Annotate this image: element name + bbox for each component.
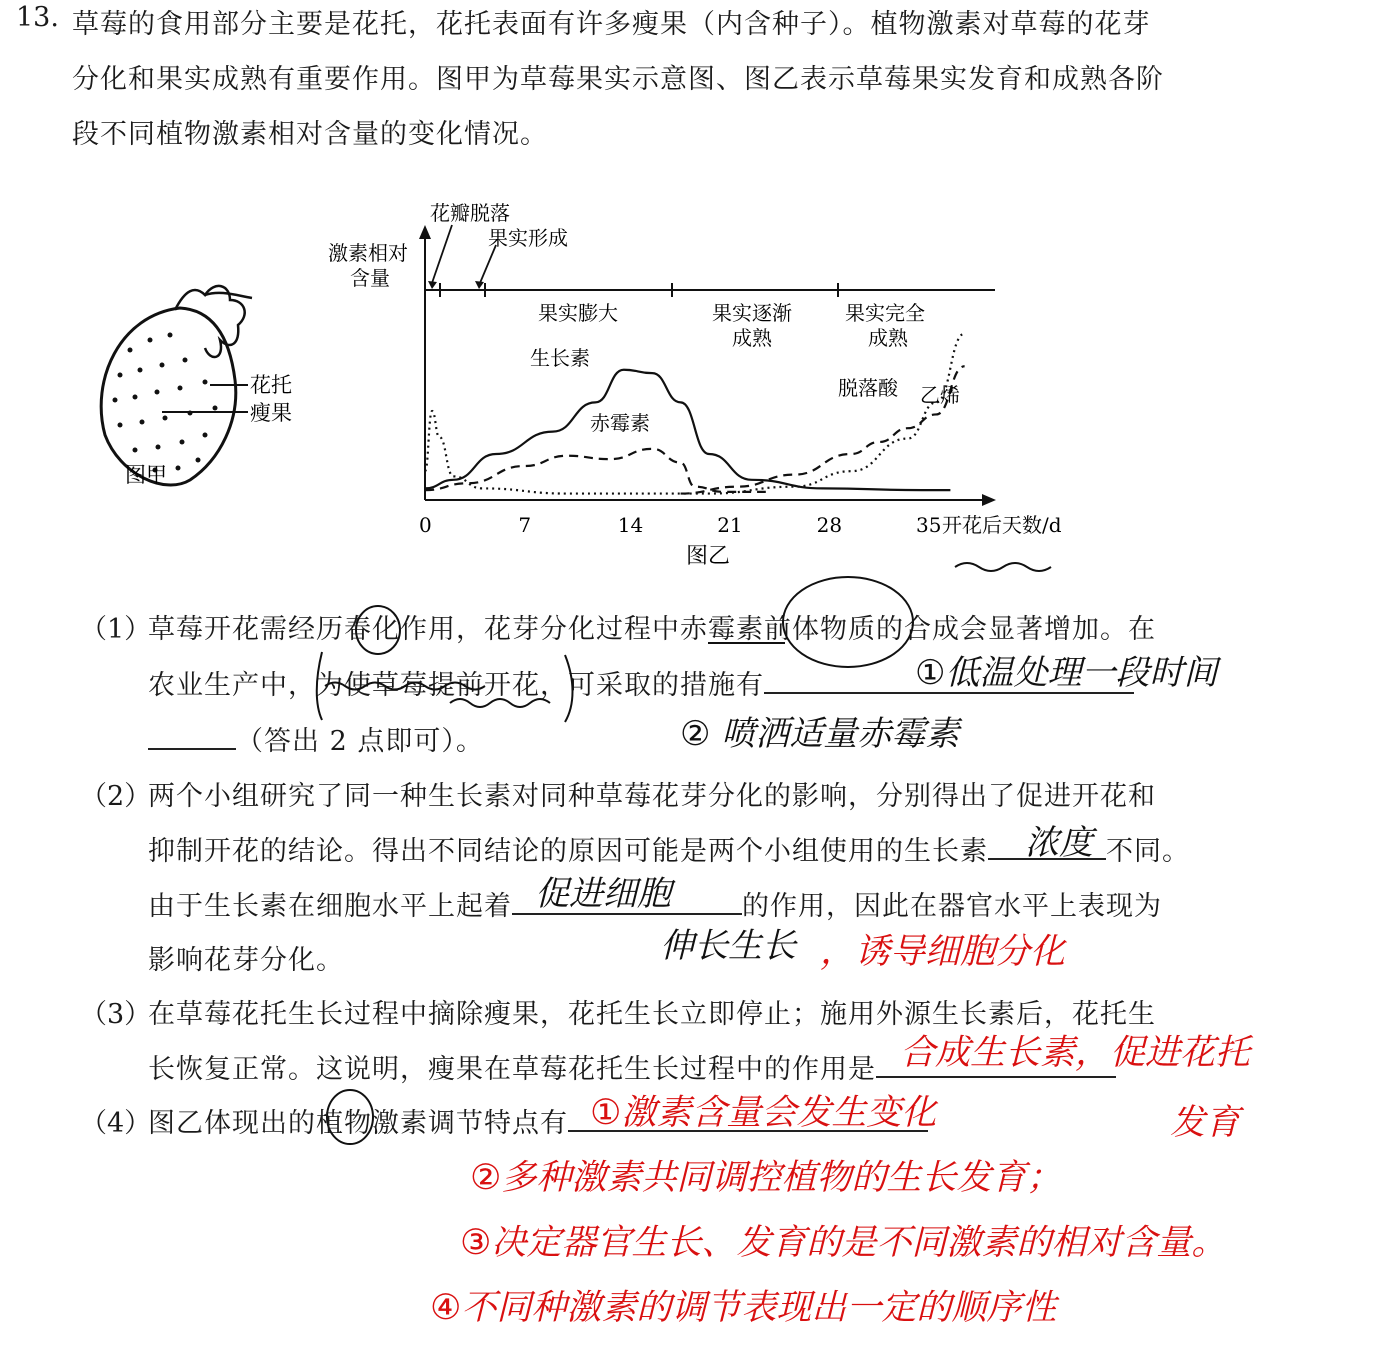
stage-3-label-1: 果实完全 [845, 301, 925, 325]
q2-line-4: 影响花芽分化。 [148, 945, 344, 976]
stem-line-3: 段不同植物激素相对含量的变化情况。 [72, 119, 548, 150]
x-tick-label: 35 [916, 513, 942, 537]
question-number: 13. [16, 2, 59, 33]
x-tick-label: 14 [617, 513, 644, 537]
series-layer [425, 334, 965, 494]
q4-line-1-text: 图乙体现出的植物激素调节特点有 [148, 1108, 568, 1139]
q1-line-3-text: （答出 2 点即可）。 [236, 726, 484, 757]
q2-handwritten-role-2: 伸长生长 [660, 926, 796, 966]
q4-handwritten-answer-2: ②多种激素共同调控植物的生长发育； [470, 1158, 1062, 1198]
q2-line-2a: 抑制开花的结论。得出不同结论的原因可能是两个小组使用的生长素 [148, 836, 988, 867]
q4-handwritten-answer-1: ①激素含量会发生变化 [590, 1093, 937, 1133]
stem-line-2: 分化和果实成熟有重要作用。图甲为草莓果实示意图、图乙表示草莓果实发育和成熟各阶 [72, 64, 1164, 95]
q1-handwritten-answer-2: ② 喷洒适量赤霉素 [680, 714, 960, 754]
q1-line-1: 草莓开花需经历春化作用，花芽分化过程中赤霉素前体物质的合成会显著增加。在 [148, 614, 1156, 645]
q2-line-2b: 不同。 [1106, 836, 1190, 867]
stem-line-1: 草莓的食用部分主要是花托，花托表面有许多瘦果（内含种子）。植物激素对草莓的花芽 [72, 9, 1151, 40]
q4-handwritten-answer-4: ④不同种激素的调节表现出一定的顺序性 [430, 1288, 1057, 1328]
stage-2-label-2: 成熟 [732, 326, 772, 350]
q1-number: （1） [80, 614, 152, 645]
q1-line-3 [148, 719, 484, 758]
y-label-line2: 含量 [350, 266, 390, 290]
event-petal-drop: 花瓣脱落 [430, 201, 510, 225]
q4-number: （4） [80, 1108, 152, 1139]
q2-handwritten-concentration: 浓度 [1025, 823, 1093, 863]
series-label-ethylene: 乙烯 [920, 383, 960, 407]
q2-handwritten-role-3: ，诱导细胞分化 [820, 932, 1066, 972]
series-label-aba: 脱落酸 [838, 376, 898, 400]
figure-b-caption: 图乙 [686, 544, 731, 569]
x-axis-label: 开花后天数/d [942, 513, 1062, 537]
stage-1-label: 果实膨大 [538, 301, 618, 325]
q3-line-1: 在草莓花托生长过程中摘除瘦果，花托生长立即停止；施用外源生长素后，花托生 [148, 999, 1156, 1030]
stage-3-label-2: 成熟 [868, 326, 908, 350]
q3-line-2-text: 长恢复正常。这说明，瘦果在草莓花托生长过程中的作用是 [148, 1054, 876, 1085]
q4-handwritten-answer-3: ③决定器官生长、发育的是不同激素的相对含量。 [460, 1223, 1227, 1263]
figure-a-caption: 图甲 [125, 463, 167, 487]
x-axis-arrow [982, 494, 996, 506]
x-tick-labels [419, 513, 941, 537]
achene-dots [113, 333, 218, 473]
y-label-line1: 激素相对 [328, 241, 408, 265]
x-tick-label: 21 [717, 513, 743, 537]
q2-line-3a: 由于生长素在细胞水平上起着 [148, 891, 512, 922]
q3-handwritten-answer-cont: 发育 [1170, 1103, 1241, 1143]
q3-handwritten-answer: 合成生长素，促进花托 [900, 1033, 1251, 1073]
q2-number: （2） [80, 781, 152, 812]
fruit-form-arrow [480, 245, 496, 283]
x-tick-label: 7 [518, 513, 532, 537]
q1-answer-blank-2[interactable] [148, 722, 236, 750]
q2-line-3b: 的作用，因此在器官水平上表现为 [742, 891, 1162, 922]
x-tick-label: 0 [419, 513, 432, 537]
figure-b-chart [320, 195, 1062, 575]
label-receptacle: 花托 [250, 373, 292, 397]
q1-handwritten-answer-1: ①低温处理一段时间 [915, 653, 1218, 693]
petal-drop-arrow [432, 225, 452, 283]
x-tick-label: 28 [816, 513, 843, 537]
stage-2-label-1: 果实逐渐 [712, 301, 792, 325]
series-label-gibberellin: 赤霉素 [590, 411, 650, 435]
q1-line-2-text: 农业生产中，为使草莓提前开花，可采取的措施有 [148, 670, 764, 701]
y-axis-arrow [419, 225, 431, 239]
q2-handwritten-role: 促进细胞 [535, 874, 671, 914]
series-label-auxin: 生长素 [530, 346, 590, 370]
event-fruit-form: 果实形成 [488, 226, 568, 250]
q3-number: （3） [80, 999, 152, 1030]
q2-line-1: 两个小组研究了同一种生长素对同种草莓花芽分化的影响，分别得出了促进开花和 [148, 781, 1156, 812]
series-line-3 [425, 334, 965, 494]
label-achene: 瘦果 [250, 401, 292, 425]
